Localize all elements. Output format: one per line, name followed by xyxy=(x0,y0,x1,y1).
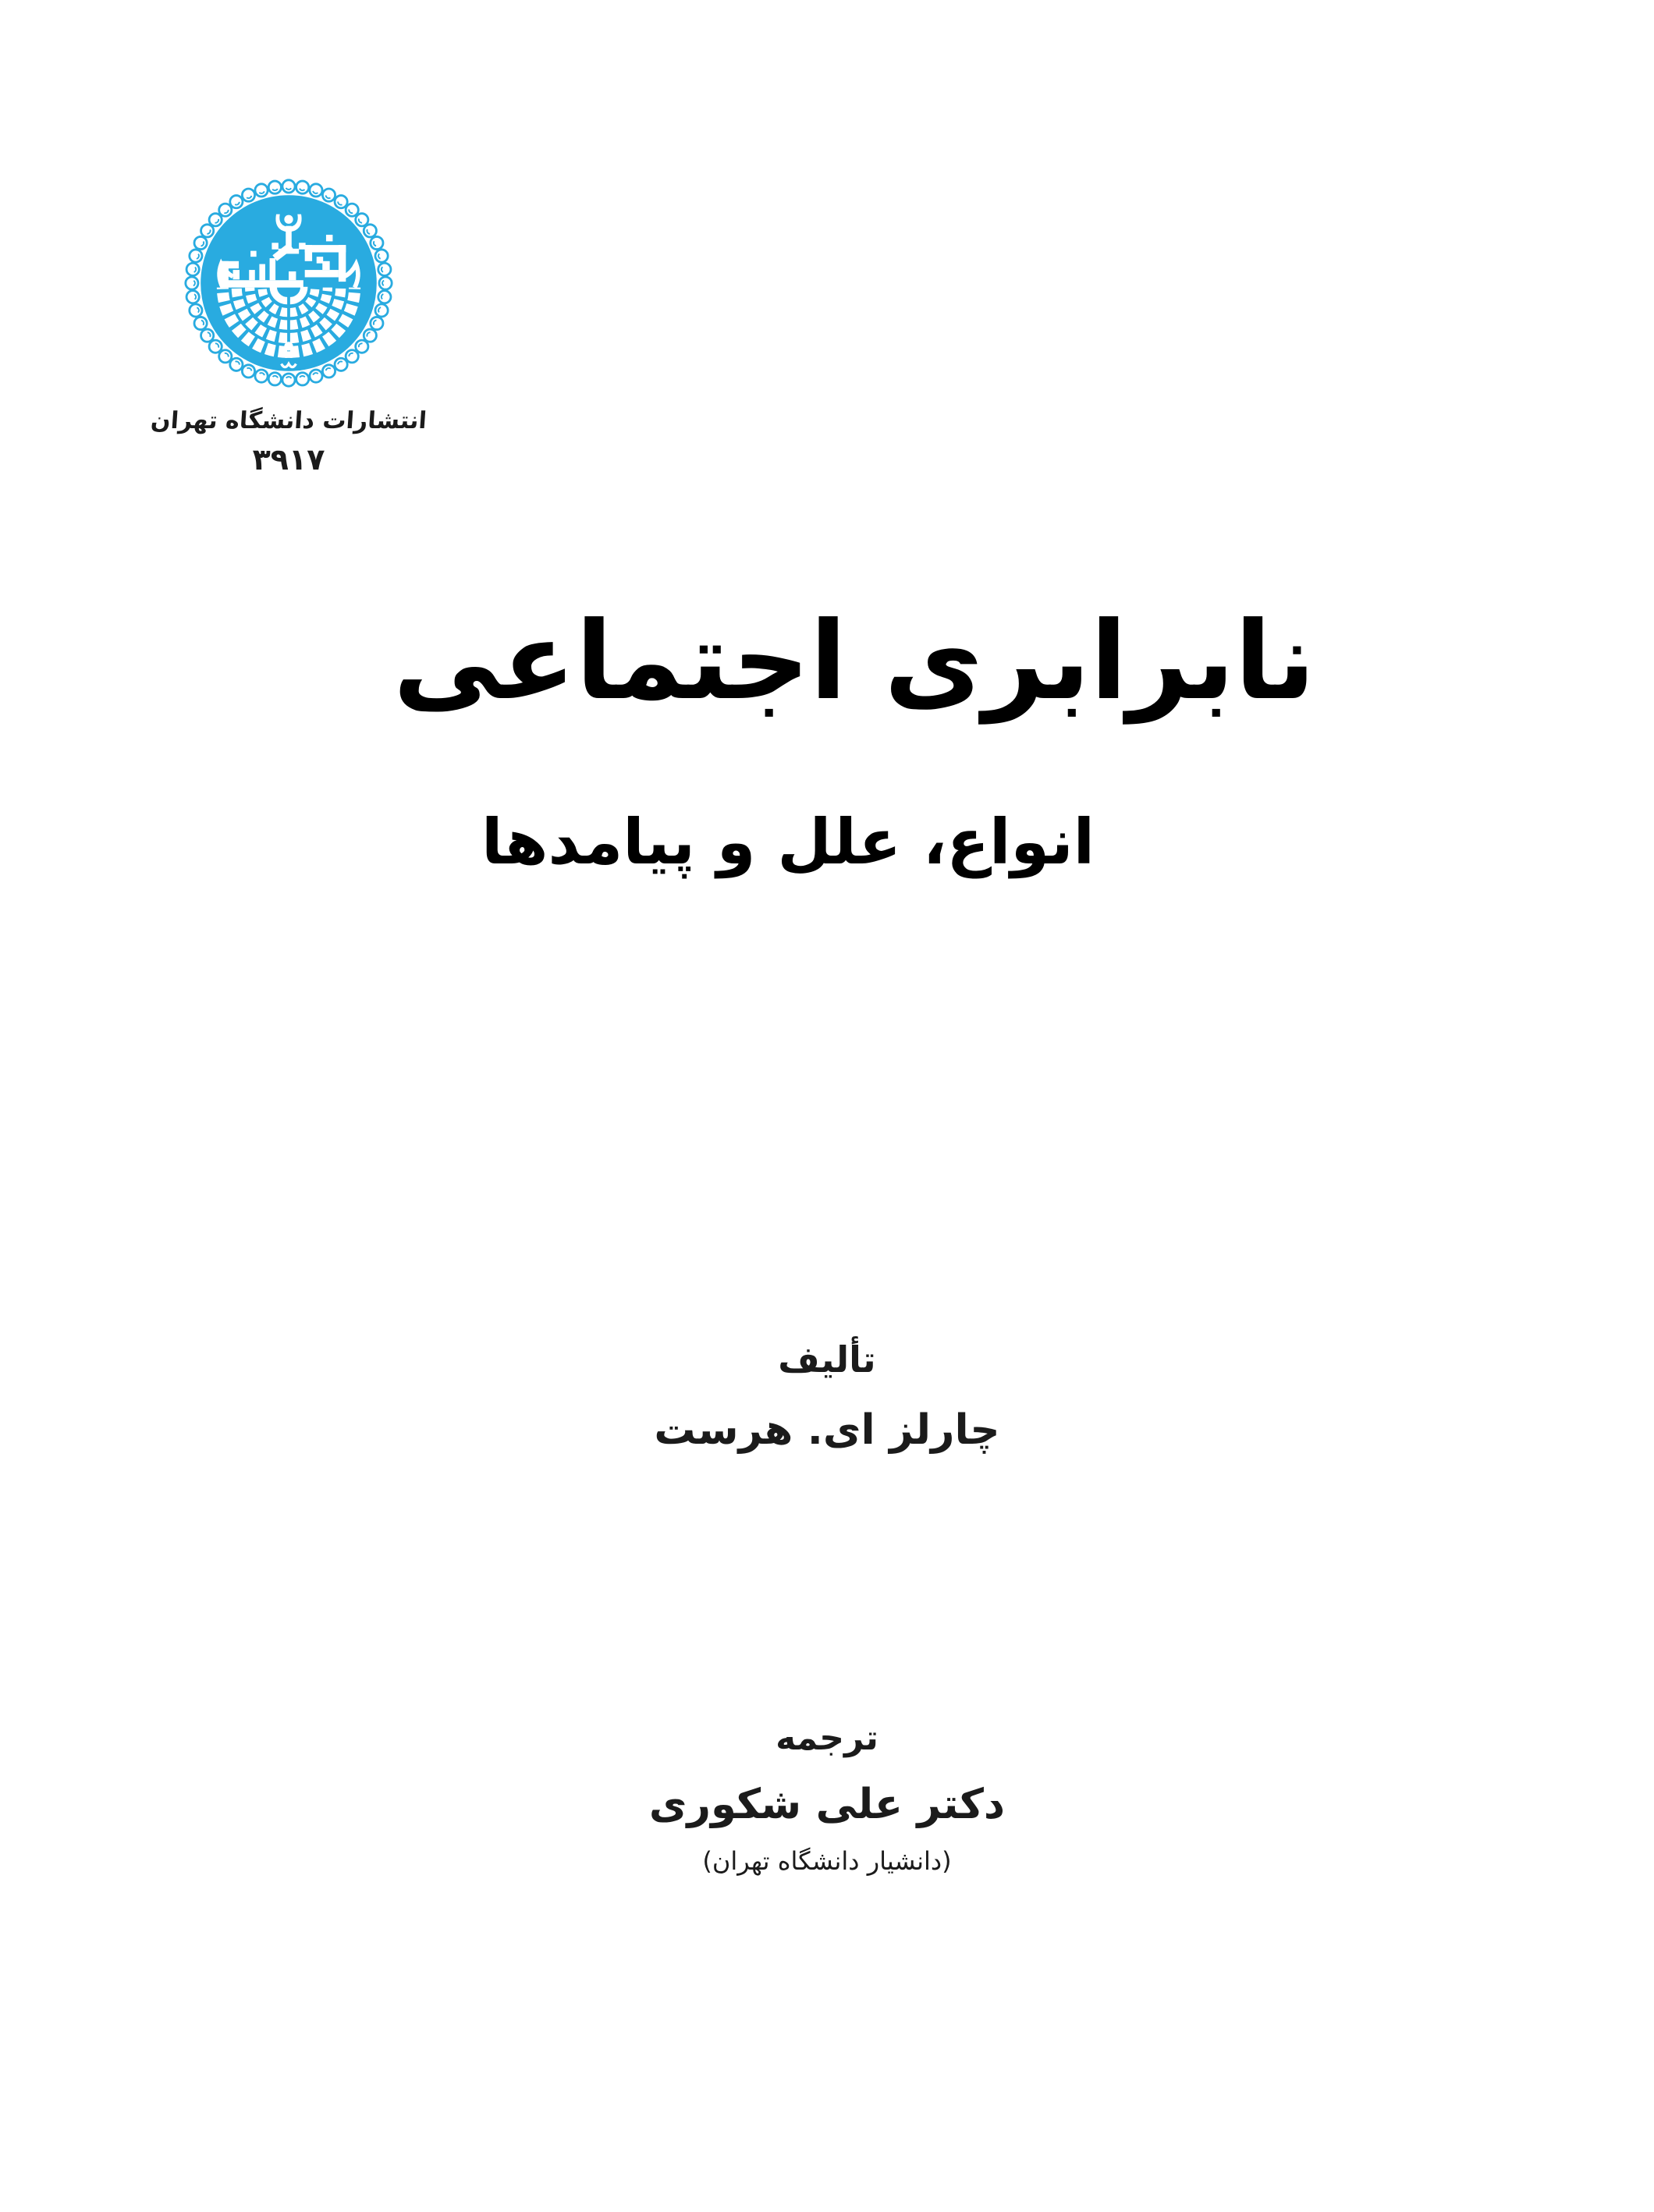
book-subtitle: انواع، علل و پیامدها xyxy=(481,806,1095,878)
translator-affiliation: (دانشیار دانشگاه تهران) xyxy=(702,1846,952,1876)
author-name: چارلز ای. هرست xyxy=(654,1406,1000,1454)
book-title: نابرابری اجتماعی xyxy=(392,598,1316,724)
author-section-label: تألیف xyxy=(778,1338,876,1381)
press-imprint-calligraphy: انتشارات دانشگاه تهران xyxy=(149,407,428,434)
publisher-serial-number: ۳۹۱۷ xyxy=(252,442,325,477)
university-of-tehran-logo-icon xyxy=(179,173,399,393)
publisher-block xyxy=(94,173,484,477)
translator-section-label: ترجمه xyxy=(776,1718,878,1758)
translator-name: دکتر علی شکوری xyxy=(648,1781,1006,1828)
